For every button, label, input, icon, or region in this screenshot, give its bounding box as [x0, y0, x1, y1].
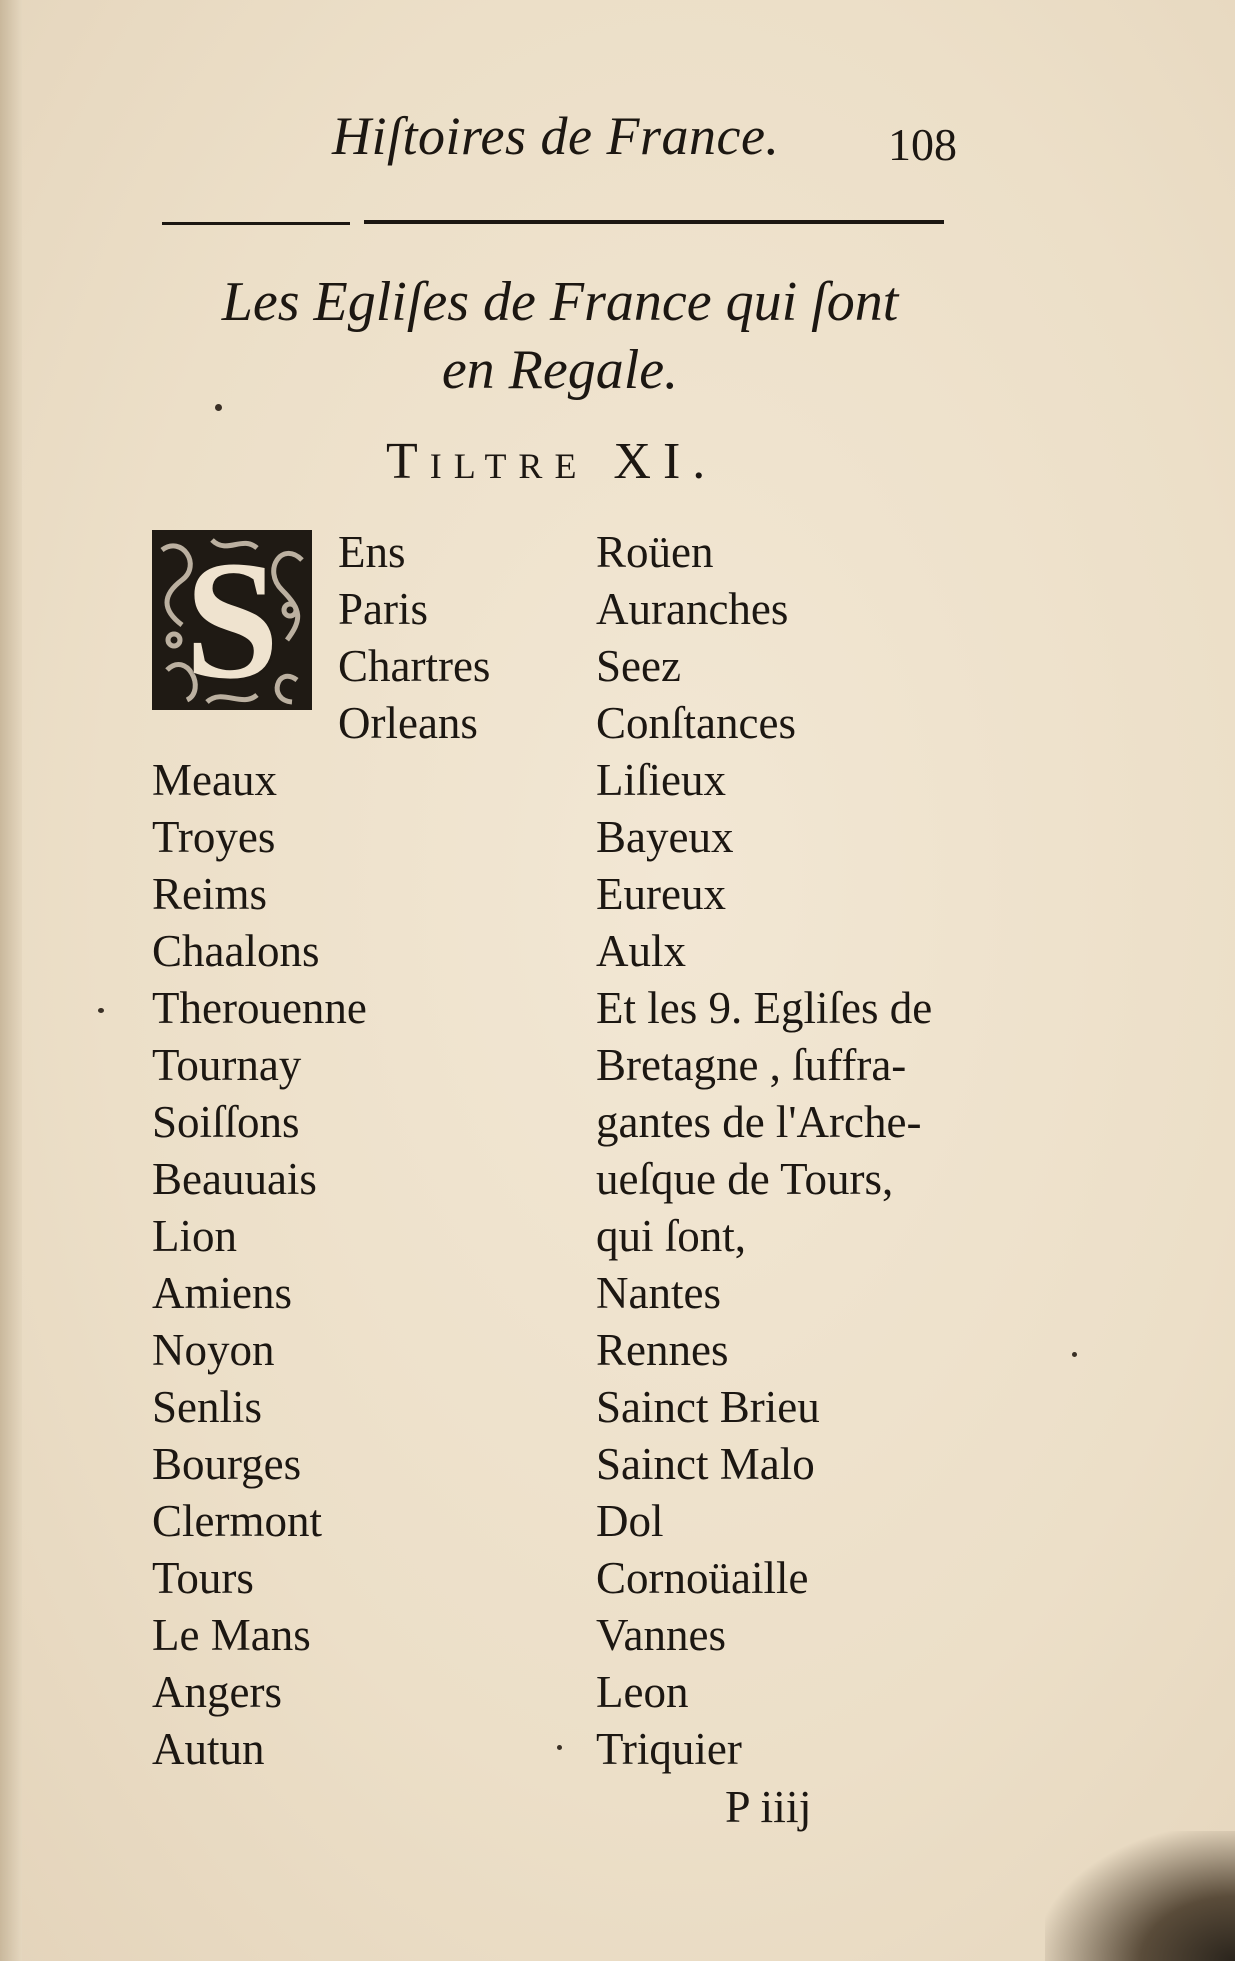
- signature-mark: P iiij: [725, 1781, 812, 1832]
- list-item: Orleans: [338, 698, 478, 748]
- heading-line-1: Les Egliſes de France qui ſont: [221, 271, 899, 333]
- list-item: Vannes: [596, 1610, 726, 1660]
- list-item: Auranches: [596, 584, 789, 634]
- list-item: Nantes: [596, 1268, 721, 1318]
- list-item: Chartres: [338, 641, 491, 691]
- ink-speck: [98, 1008, 104, 1013]
- ink-speck: [557, 1745, 562, 1750]
- list-item: Cornoüaille: [596, 1553, 809, 1603]
- right-column: [596, 524, 996, 1778]
- list-item: ueſque de Tours,: [596, 1154, 894, 1204]
- list-item: Le Mans: [152, 1610, 311, 1660]
- list-item: Troyes: [152, 812, 276, 862]
- list-item: Aulx: [596, 926, 686, 976]
- list-item: Sainct Malo: [596, 1439, 815, 1489]
- drop-cap-letter: S: [184, 530, 280, 710]
- list-item: Eureux: [596, 869, 726, 919]
- page-gutter: [0, 0, 22, 1961]
- list-item: Dol: [596, 1496, 664, 1546]
- list-item: Triquier: [596, 1724, 742, 1774]
- running-head: Hiſtoires de France.: [332, 106, 780, 166]
- list-item: Et les 9. Egliſes de: [596, 983, 933, 1033]
- list-item: Bourges: [152, 1439, 302, 1489]
- list-item: Leon: [596, 1667, 689, 1717]
- list-item: Meaux: [152, 755, 277, 805]
- ink-speck: [1072, 1352, 1077, 1357]
- list-item: Clermont: [152, 1496, 322, 1546]
- list-item: Senlis: [152, 1382, 263, 1432]
- list-item: Autun: [152, 1724, 265, 1774]
- left-column: [152, 524, 552, 1778]
- list-item: Tournay: [152, 1040, 302, 1090]
- list-item: Soiſſons: [152, 1097, 300, 1147]
- heading-line-2: en Regale.: [441, 339, 679, 401]
- list-item: Paris: [338, 584, 428, 634]
- page-corner-shadow: [1045, 1831, 1235, 1961]
- list-item: Reims: [152, 869, 268, 919]
- list-item: Sainct Brieu: [596, 1382, 820, 1432]
- list-item: qui ſont,: [596, 1211, 747, 1261]
- list-item: Ens: [338, 527, 406, 577]
- list-item: Therouenne: [152, 983, 367, 1033]
- list-item: Conſtances: [596, 698, 796, 748]
- page-number: 108: [888, 119, 957, 170]
- list-item: Beauuais: [152, 1154, 317, 1204]
- header-rule-right: [364, 220, 944, 224]
- list-item: Liſieux: [596, 755, 726, 805]
- list-item: Roüen: [596, 527, 714, 577]
- list-item: Bayeux: [596, 812, 734, 862]
- list-item: Rennes: [596, 1325, 729, 1375]
- title-number: Tiltre XI.: [386, 433, 718, 490]
- list-item: Amiens: [152, 1268, 292, 1318]
- list-item: Tours: [152, 1553, 254, 1603]
- ink-speck: [215, 404, 222, 411]
- list-item: Angers: [152, 1667, 282, 1717]
- header-rule-left: [162, 222, 350, 225]
- list-item: Chaalons: [152, 926, 320, 976]
- list-item: Noyon: [152, 1325, 275, 1375]
- list-item: Lion: [152, 1211, 237, 1261]
- list-item: Bretagne , ſuffra-: [596, 1040, 907, 1090]
- section-heading: [160, 268, 960, 404]
- list-item: Seez: [596, 641, 681, 691]
- list-item: gantes de l'Arche-: [596, 1097, 922, 1147]
